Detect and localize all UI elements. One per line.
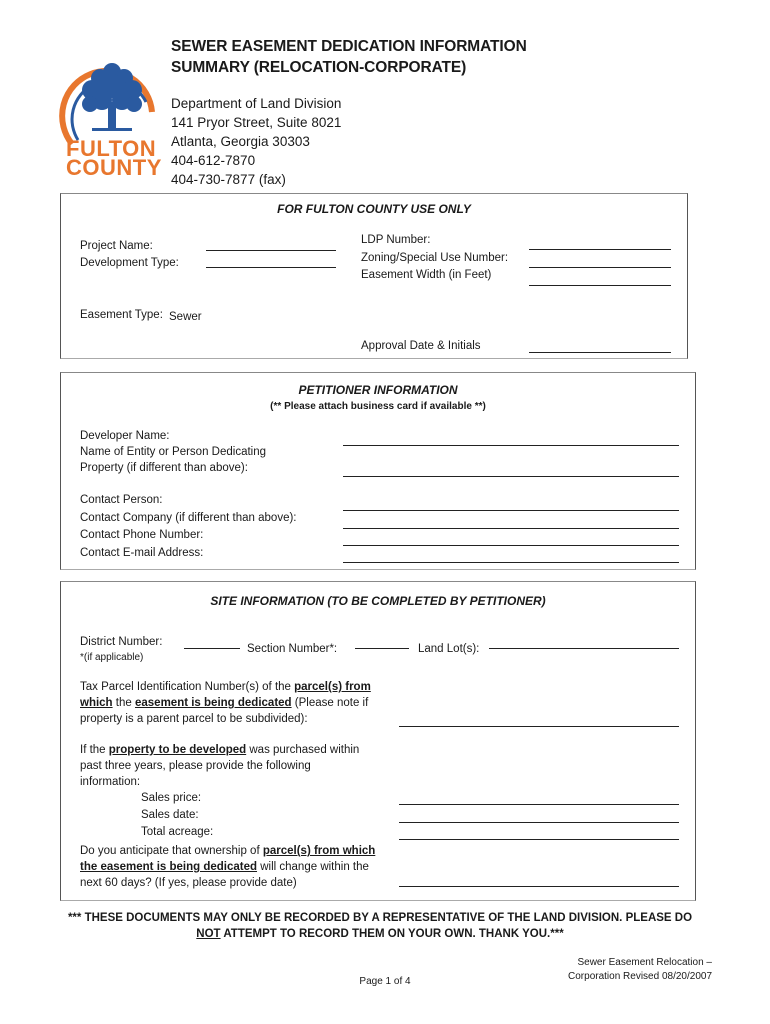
county-use-heading: FOR FULTON COUNTY USE ONLY	[277, 202, 471, 216]
title-line-2: SUMMARY (RELOCATION-CORPORATE)	[171, 59, 467, 76]
petitioner-heading: PETITIONER INFORMATION	[298, 383, 458, 397]
form-name: Sewer Easement Relocation –	[577, 957, 712, 968]
purchase-underline-1: property to be developed	[108, 744, 247, 756]
easement-width-label: Easement Width (in Feet)	[361, 269, 492, 281]
sales-price-label: Sales price:	[141, 792, 202, 804]
approval-field[interactable]	[529, 352, 671, 353]
tax-underline-1: parcel(s) from	[294, 681, 371, 693]
contact-phone-field[interactable]	[343, 545, 679, 546]
phone: 404-612-7870	[171, 153, 256, 168]
entity-field[interactable]	[343, 476, 679, 477]
sales-date-label: Sales date:	[141, 809, 199, 821]
tax-text-2: the	[112, 697, 135, 709]
section-number-field[interactable]	[355, 648, 409, 649]
purchase-text-3: past three years, please provide the following	[80, 760, 311, 772]
contact-phone-label: Contact Phone Number:	[80, 529, 204, 541]
project-name-label: Project Name:	[80, 240, 153, 252]
zoning-field[interactable]	[529, 267, 671, 268]
total-acreage-field[interactable]	[399, 839, 679, 840]
if-applicable-note: *(if applicable)	[80, 652, 144, 663]
notice-line-2-text: ATTEMPT TO RECORD THEM ON YOUR OWN. THANK YOU.***	[220, 928, 564, 940]
notice-line-1: *** THESE DOCUMENTS MAY ONLY BE RECORDED BY A REPRESENTATIVE OF THE LAND DIVISION. PLEASE DO	[67, 912, 693, 924]
own-text-2: will change within the	[257, 861, 369, 873]
purchase-text-4: information:	[80, 776, 141, 788]
approval-label: Approval Date & Initials	[361, 340, 481, 352]
own-underline-1: parcel(s) from which	[262, 845, 376, 857]
tax-underline-3: easement is being dedicated	[134, 697, 292, 709]
page-title	[171, 36, 527, 78]
tax-text-1: Tax Parcel Identification Number(s) of the	[80, 681, 295, 693]
contact-email-field[interactable]	[343, 562, 679, 563]
tax-text-3: (Please note if	[291, 697, 369, 709]
developer-name-field[interactable]	[343, 445, 679, 446]
district-number-label: District Number:	[80, 636, 163, 648]
notice-not: NOT	[196, 928, 221, 940]
contact-company-label: Contact Company (if different than above):	[80, 512, 297, 524]
tax-underline-2: which	[80, 697, 113, 709]
recording-notice	[60, 910, 700, 942]
contact-person-field[interactable]	[343, 510, 679, 511]
entity-label-line2: Property (if different than above):	[80, 462, 248, 474]
county-use-section	[60, 193, 688, 359]
site-section	[60, 581, 696, 901]
notice-line-2	[60, 926, 700, 942]
sales-price-field[interactable]	[399, 804, 679, 805]
street: 141 Pryor Street, Suite 8021	[171, 115, 342, 130]
city: Atlanta, Georgia 30303	[171, 134, 310, 149]
contact-company-field[interactable]	[343, 528, 679, 529]
own-text-3: next 60 days? (If yes, please provide date)	[80, 877, 297, 889]
purchase-text-1: If the	[80, 744, 109, 756]
development-type-field[interactable]	[206, 267, 336, 268]
own-underline-2: the easement is being dedicated	[80, 861, 258, 873]
department: Department of Land Division	[171, 96, 342, 111]
entity-label-line1: Name of Entity or Person Dedicating	[80, 446, 267, 458]
land-lot-field[interactable]	[489, 648, 679, 649]
logo-text-fulton: FULTON	[66, 136, 157, 161]
easement-type-label: Easement Type:	[80, 309, 163, 321]
purchase-text-2: was purchased within	[246, 744, 360, 756]
tax-parcel-label	[80, 679, 390, 727]
easement-width-field[interactable]	[529, 285, 671, 286]
ownership-label	[80, 843, 400, 891]
contact-person-label: Contact Person:	[80, 494, 163, 506]
fax: 404-730-7877 (fax)	[171, 172, 286, 187]
logo-text-county: COUNTY	[66, 155, 162, 180]
developer-name-label: Developer Name:	[80, 430, 170, 442]
own-text-1: Do you anticipate that ownership of	[80, 845, 263, 857]
sales-date-field[interactable]	[399, 822, 679, 823]
title-line-1: SEWER EASEMENT DEDICATION INFORMATION	[171, 38, 527, 55]
section-number-label: Section Number*:	[247, 643, 338, 655]
tax-text-4: property is a parent parcel to be subdivided):	[80, 713, 308, 725]
address-block	[171, 94, 341, 189]
development-type-label: Development Type:	[80, 257, 179, 269]
ldp-number-label: LDP Number:	[361, 234, 431, 246]
ownership-field[interactable]	[399, 886, 679, 887]
tax-parcel-field[interactable]	[399, 726, 679, 727]
zoning-label: Zoning/Special Use Number:	[361, 252, 509, 264]
site-heading: SITE INFORMATION (TO BE COMPLETED BY PETITIONER)	[210, 594, 546, 608]
total-acreage-label: Total acreage:	[141, 826, 214, 838]
easement-type-value: Sewer	[169, 311, 202, 323]
ldp-number-field[interactable]	[529, 249, 671, 250]
purchase-label	[80, 742, 390, 790]
district-number-field[interactable]	[184, 648, 240, 649]
petitioner-section	[60, 372, 696, 570]
form-revised: Corporation Revised 08/20/2007	[568, 971, 712, 982]
contact-email-label: Contact E-mail Address:	[80, 547, 204, 559]
page-number: Page 1 of 4	[359, 976, 411, 987]
land-lot-label: Land Lot(s):	[418, 643, 480, 655]
project-name-field[interactable]	[206, 250, 336, 251]
petitioner-subheading: (** Please attach business card if available **)	[270, 401, 486, 412]
